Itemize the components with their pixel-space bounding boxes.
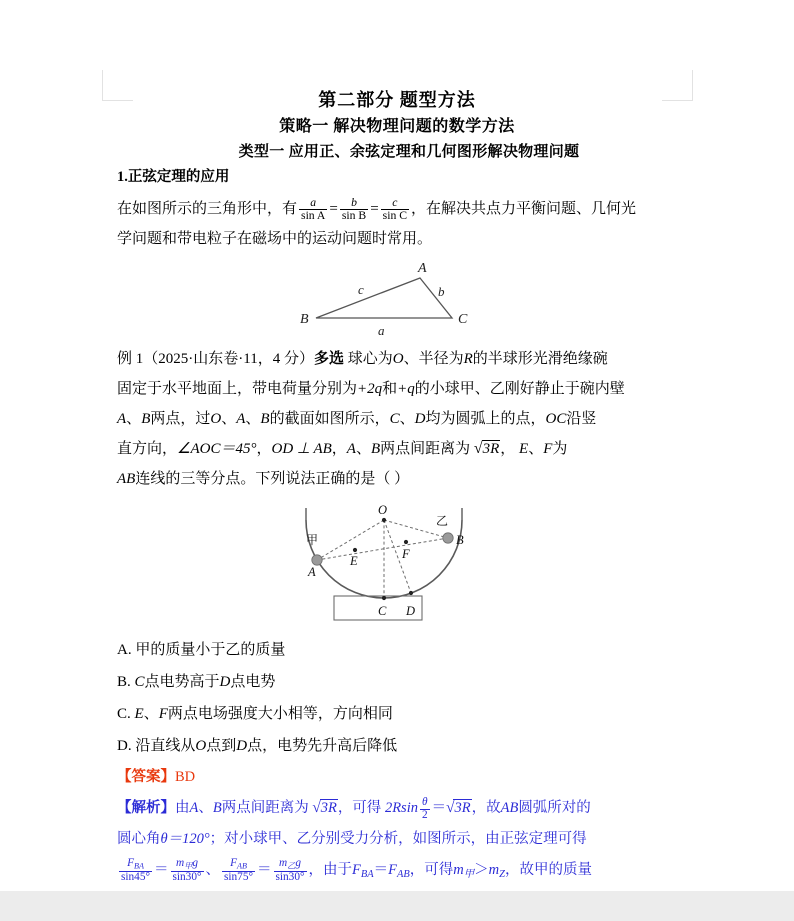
bowl-label-E: E — [350, 553, 358, 568]
example-l4e: 、 — [355, 440, 371, 457]
point-D-dot — [409, 591, 413, 595]
bowl-label-yi: 乙 — [436, 513, 449, 528]
point-E-dot — [353, 548, 357, 552]
option-b[interactable] — [117, 666, 677, 698]
option-d-key: D. — [117, 737, 132, 754]
example-l4c: ， — [331, 440, 347, 457]
solution-line2 — [117, 824, 677, 855]
solution-tag: 【解析】 — [117, 799, 175, 816]
example-l3-D: D — [414, 410, 426, 427]
example-l4-A: A — [346, 440, 356, 457]
option-c[interactable] — [117, 698, 677, 730]
option-b-mid2: 点电势 — [230, 673, 276, 690]
solution-s6: 圆弧所对的 — [518, 799, 591, 816]
ball-jia — [312, 555, 322, 565]
example-l4-E: E — [519, 440, 529, 457]
example-l4-F: F — [543, 440, 553, 457]
example-l5b: 连线的三等分点。下列说法正确的是（ ） — [135, 470, 410, 487]
example-line4 — [117, 434, 677, 464]
solution-eq-equals: ＝ — [431, 799, 447, 816]
option-b-point-C: C — [134, 673, 145, 690]
intro-paragraph-line2: 学问题和带电粒子在磁场中的运动问题时常用。 — [117, 230, 433, 247]
solution-point-B: B — [212, 799, 222, 816]
example-angle-AOC: ∠AOC＝45° — [177, 440, 257, 457]
equals-1: = — [329, 200, 338, 217]
option-b-point-D: D — [219, 673, 231, 690]
example-source: （2025·山东卷·11，4 分） — [143, 350, 314, 367]
example-l3n: 均为圆弧上的点， — [425, 410, 546, 427]
solution-fraction-myi-g-sin30: $\frac{m_乙g}{\sin 30^\circ}$ — [275, 857, 305, 884]
solution-central-angle: θ＝120° — [160, 830, 210, 847]
example-l4b: ， — [256, 440, 272, 457]
answer-value: BD — [175, 768, 196, 785]
example-l2b: 和 — [382, 380, 398, 397]
solution-l2b: ；对小球甲、乙分别受力分析，如图所示，由正弦定理可得 — [209, 830, 587, 847]
solution-eq-left: 2Rsin — [384, 799, 418, 816]
solution-fraction-FBA-sin45: $\frac{F_{BA}}{\sin 45^\circ}$ — [121, 857, 150, 884]
option-c-point-E: E — [134, 705, 144, 722]
answer-tag: 【答案】 — [117, 768, 175, 785]
example-charge-2: +q — [397, 380, 415, 397]
solution-point-A: A — [189, 799, 199, 816]
triangle-figure — [117, 256, 677, 338]
triangle-label-C: C — [458, 311, 468, 327]
example-l3-C: C — [389, 410, 400, 427]
example-l1a: 球心为 — [343, 350, 393, 367]
solution-fraction-theta-2: $\frac{\theta}{2}$ — [421, 796, 428, 822]
example-l3-A2: A — [236, 410, 246, 427]
solution-s5: ，故 — [471, 799, 501, 816]
line-AB-chord — [317, 538, 448, 560]
intro-tail: ，在解决共点力平衡问题、几何光 — [411, 200, 637, 217]
example-l3h: 、 — [245, 410, 261, 427]
option-c-mid2: 两点电场强度大小相等，方向相同 — [167, 705, 393, 722]
solution-mass-jia: $m_甲$ — [453, 861, 475, 880]
solution-l2a: 圆心角 — [117, 830, 161, 847]
option-a-key: A. — [117, 641, 132, 658]
solution-line1 — [117, 792, 677, 824]
example-line3 — [117, 404, 677, 434]
solution-l3-eq1: ＝ — [154, 861, 169, 878]
example-l4l: 为 — [552, 440, 568, 457]
example-perpendicular-OD-AB: OD ⊥ AB — [271, 440, 332, 457]
triangle-svg — [292, 256, 502, 338]
solution-s4: ，可得 — [337, 799, 382, 816]
solution-s1: 由 — [175, 799, 190, 816]
example-l3d: 两点，过 — [150, 410, 211, 427]
solution-line3 — [117, 855, 677, 890]
example-l3-O: O — [210, 410, 222, 427]
answer-line — [117, 762, 677, 792]
solution-mass-yi: $m_Z$ — [488, 861, 505, 880]
example-l3-OC: OC — [545, 410, 567, 427]
bowl-label-jia: 甲 — [306, 532, 319, 547]
option-d-pre: 沿直线从 — [135, 737, 196, 754]
triangle-label-side-a: a — [378, 322, 385, 338]
solution-s2: 、 — [198, 799, 213, 816]
example-l4h: ， — [500, 440, 516, 457]
example-line5 — [117, 464, 677, 494]
option-d-point-D: D — [236, 737, 248, 754]
heading-strategy: 策略一 解决物理问题的数学方法 — [279, 118, 515, 136]
page-bottom-band — [0, 891, 794, 921]
solution-l3-tail-b: ，可得 — [409, 861, 454, 878]
example-l4a: 直方向， — [117, 440, 178, 457]
example-l3l: 、 — [399, 410, 415, 427]
example-l1-R: R — [463, 350, 473, 367]
example-l3p: 沿竖 — [566, 410, 597, 427]
example-charge-1: +2q — [357, 380, 383, 397]
bowl-label-D: D — [406, 603, 416, 618]
point-C-dot — [382, 596, 386, 600]
bowl-label-O: O — [378, 502, 388, 517]
example-l3f: 、 — [221, 410, 237, 427]
example-label: 例 1 — [117, 350, 144, 367]
heading-part: 第二部分 题型方法 — [318, 90, 476, 110]
example-l2a: 固定于水平地面上，带电荷量分别为 — [117, 380, 358, 397]
solution-fraction-mjia-g-sin30: $\frac{m_甲g}{\sin 30^\circ}$ — [172, 857, 202, 884]
fraction-b-sinB: $\frac{b}{\text{sin B}}$ — [341, 196, 367, 223]
solution-FBA: $F_{BA}$ — [352, 861, 374, 880]
solution-l3-eq2: ＝ — [257, 861, 272, 878]
solution-FAB: $F_{AB}$ — [388, 861, 410, 880]
example-l1-O: O — [392, 350, 404, 367]
bowl-label-A: A — [308, 564, 316, 579]
example-line2 — [117, 374, 677, 404]
heading-type: 类型一 应用正、余弦定理和几何图形解决物理问题 — [238, 143, 580, 160]
equals-2: = — [370, 200, 379, 217]
ball-yi — [443, 533, 453, 543]
triangle-shape — [316, 278, 452, 318]
option-b-mid1: 点电势高于 — [144, 673, 220, 690]
solution-l3-eq3: ＝ — [373, 861, 389, 878]
solution-l3-tail-a: ，由于 — [308, 861, 352, 878]
bowl-figure — [117, 498, 677, 628]
example-l5-AB: AB — [117, 470, 136, 487]
intro-paragraph-line1 — [117, 194, 677, 224]
option-d-mid2: 点，电势先升高后降低 — [247, 737, 398, 754]
bowl-label-C: C — [378, 603, 387, 618]
solution-arc-AB: AB — [500, 799, 519, 816]
example-l1b: 、半径为 — [403, 350, 464, 367]
solution-l3-tail-c: ，故甲的质量 — [504, 861, 592, 878]
option-c-mid1: 、 — [143, 705, 159, 722]
example-l1c: 的半球形光滑绝缘碗 — [472, 350, 608, 367]
triangle-label-side-c: c — [358, 281, 364, 297]
solution-fraction-FAB-sin75: $\frac{F_{AB}}{\sin 75^\circ}$ — [224, 857, 253, 884]
option-b-key: B. — [117, 673, 131, 690]
option-d-point-O: O — [195, 737, 207, 754]
point-F-dot — [404, 540, 408, 544]
example-l3-A: A — [117, 410, 127, 427]
solution-s3: 两点间距离为 — [221, 799, 309, 816]
example-l3-B: B — [141, 410, 151, 427]
triangle-label-B: B — [300, 311, 309, 327]
option-a[interactable] — [117, 634, 677, 666]
example-l2c: 的小球甲、乙刚好静止于碗内壁 — [414, 380, 625, 397]
option-c-key: C. — [117, 705, 131, 722]
fraction-a-sinA: $\frac{a}{\text{sin A}}$ — [301, 196, 326, 223]
solution-l3-sep: 、 — [205, 861, 220, 878]
triangle-label-side-b: b — [438, 283, 445, 299]
option-d-mid1: 点到 — [206, 737, 237, 754]
solution-sqrt-3R-1: √3R — [312, 798, 337, 816]
option-d[interactable] — [117, 730, 677, 762]
document-content — [117, 88, 677, 890]
bowl-svg — [272, 498, 522, 628]
bowl-dashed-lines — [317, 520, 448, 598]
example-l4-B: B — [370, 440, 381, 457]
intro-lead: 在如图所示的三角形中，有 — [117, 200, 298, 217]
example-tag-multichoice: 多选 — [313, 350, 344, 367]
example-l3b: 、 — [126, 410, 142, 427]
example-l4j: 、 — [528, 440, 544, 457]
bowl-label-B: B — [456, 532, 464, 547]
example-l3-B2: B — [260, 410, 270, 427]
point-O-dot — [382, 518, 386, 522]
example-l4g: 两点间距离为 — [380, 440, 471, 457]
triangle-label-A: A — [418, 260, 427, 276]
solution-sqrt-3R-2: √3R — [446, 798, 471, 816]
option-a-text: 甲的质量小于乙的质量 — [135, 641, 286, 658]
fraction-c-sinC: $\frac{c}{\text{sin C}}$ — [382, 196, 408, 223]
example-line1 — [117, 344, 677, 374]
heading-subsection: 1.正弦定理的应用 — [117, 168, 230, 185]
sqrt-3R-distance: √3R — [473, 439, 500, 457]
example-l3j: 的截面如图所示， — [269, 410, 390, 427]
solution-l3-gt: ＞ — [474, 861, 489, 878]
bowl-label-F: F — [402, 546, 410, 561]
option-c-point-F: F — [158, 705, 168, 722]
